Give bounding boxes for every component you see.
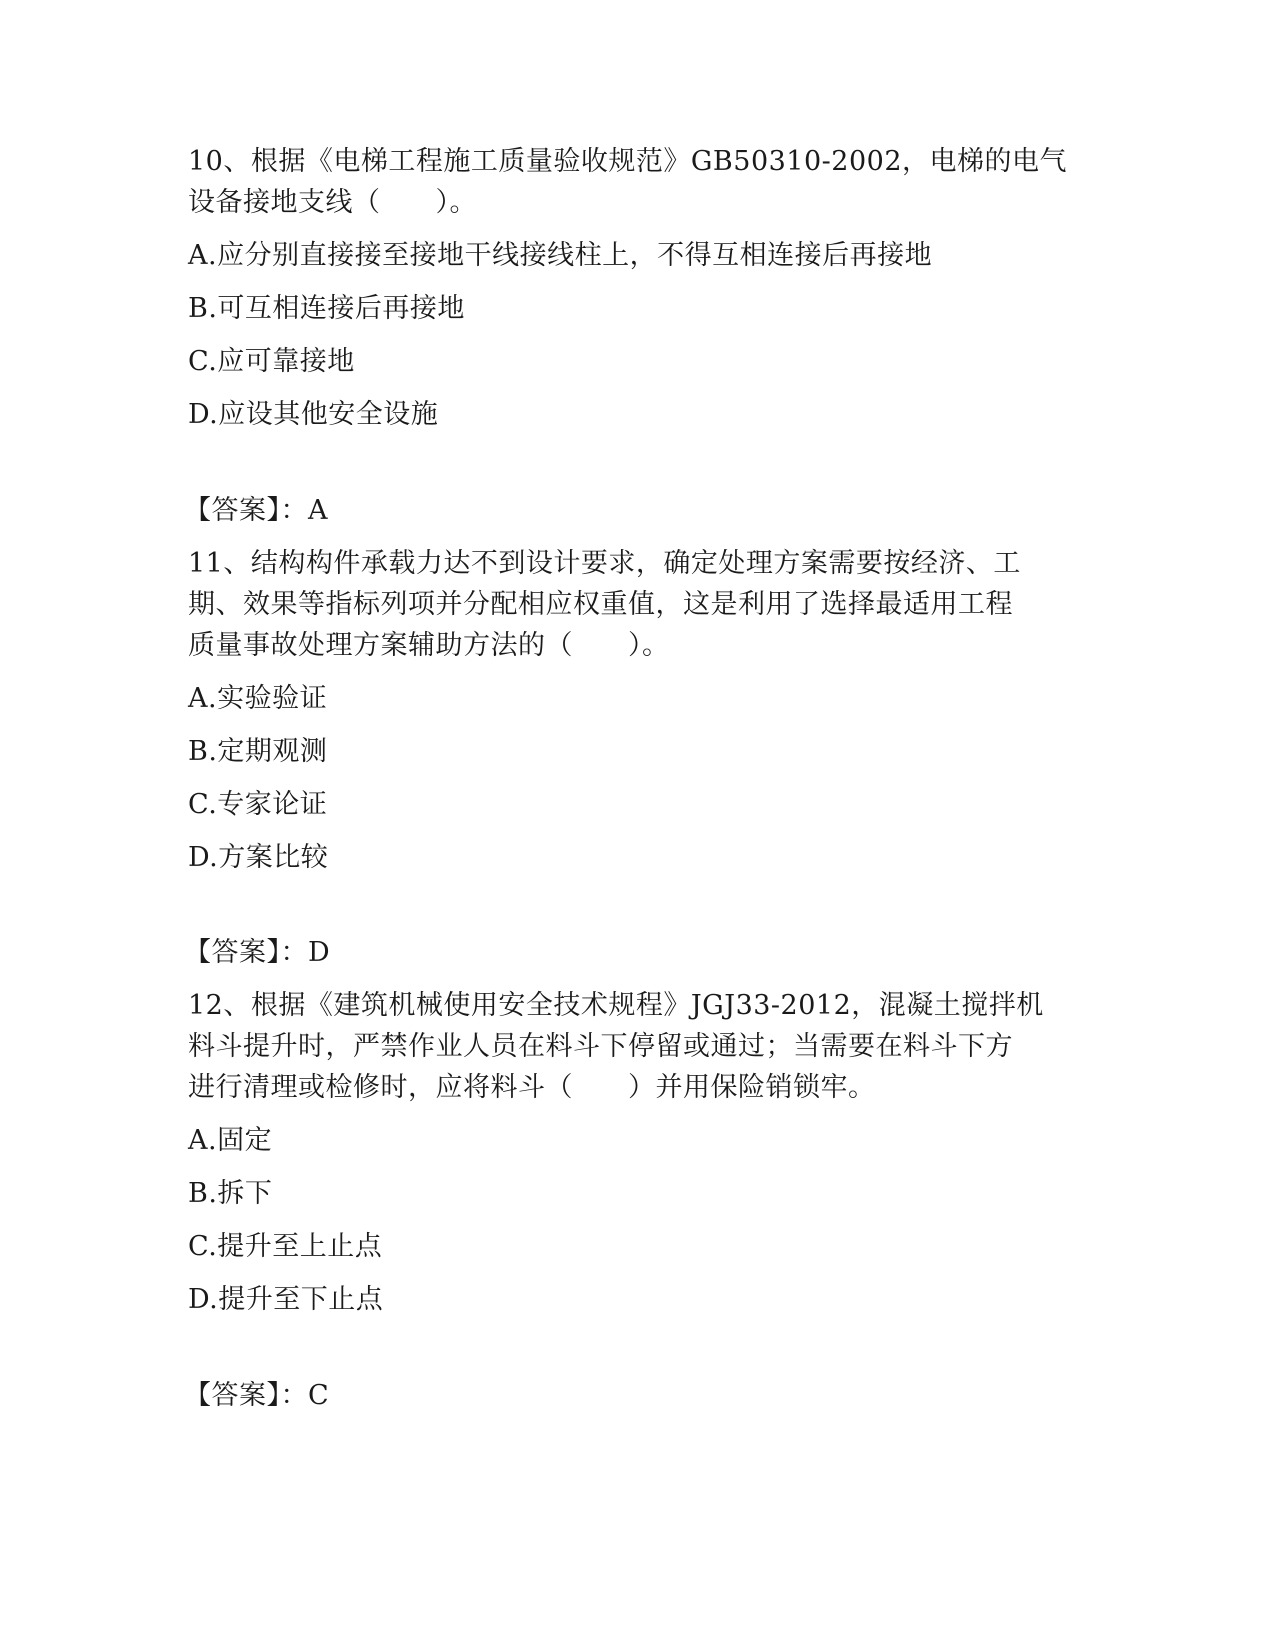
question-stem-line: 期、效果等指标列项并分配相应权重值，这是利用了选择最适用工程	[188, 589, 1013, 620]
option-c: C.应可靠接地	[188, 346, 355, 377]
option-d: D.应设其他安全设施	[188, 399, 439, 430]
answer-line: 【答案】：A	[184, 495, 328, 526]
option-a: A.应分别直接接至接地干线接线柱上，不得互相连接后再接地	[188, 240, 933, 271]
answer-line: 【答案】：C	[184, 1380, 330, 1411]
option-b: B.拆下	[188, 1178, 273, 1209]
answer-line: 【答案】：D	[184, 937, 331, 968]
option-b: B.可互相连接后再接地	[188, 293, 465, 324]
question-stem-line: 质量事故处理方案辅助方法的（ ）。	[188, 630, 670, 661]
question-stem-line: 10、根据《电梯工程施工质量验收规范》GB50310-2002，电梯的电气	[188, 146, 1067, 177]
question-stem-line: 设备接地支线（ ）。	[188, 187, 477, 218]
question-stem-line: 12、根据《建筑机械使用安全技术规程》JGJ33-2012，混凝土搅拌机	[188, 990, 1044, 1021]
option-a: A.固定	[188, 1125, 273, 1156]
question-stem-line: 11、结构构件承载力达不到设计要求，确定处理方案需要按经济、工	[188, 548, 1021, 579]
option-c: C.专家论证	[188, 789, 328, 820]
option-d: D.方案比较	[188, 842, 329, 873]
option-b: B.定期观测	[188, 736, 328, 767]
option-d: D.提升至下止点	[188, 1284, 384, 1315]
question-stem-line: 料斗提升时，严禁作业人员在料斗下停留或通过；当需要在料斗下方	[188, 1031, 1013, 1062]
question-stem-line: 进行清理或检修时，应将料斗（ ）并用保险销锁牢。	[188, 1072, 876, 1103]
option-a: A.实验验证	[188, 683, 328, 714]
option-c: C.提升至上止点	[188, 1231, 383, 1262]
